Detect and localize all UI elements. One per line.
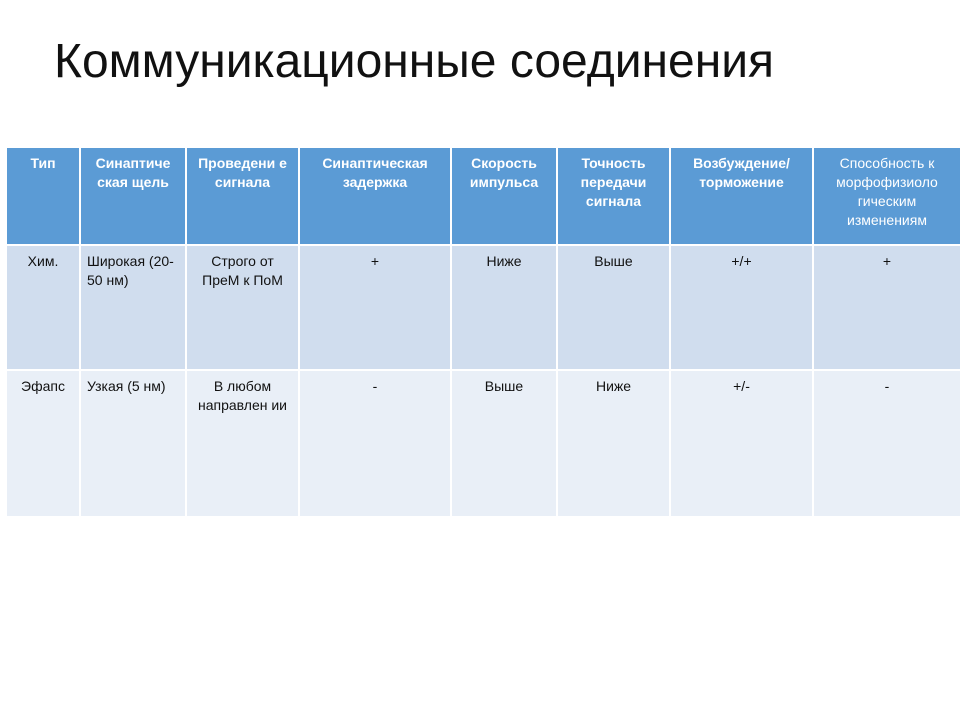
header-type: Тип [6, 147, 80, 245]
header-excitation-inhibition: Возбуждение/ торможение [670, 147, 813, 245]
cell-plasticity: - [813, 370, 960, 517]
cell-excitation-inhibition: +/- [670, 370, 813, 517]
cell-synaptic-cleft: Широкая (20-50 нм) [80, 245, 186, 370]
cell-signal-conduction: Строго от ПреМ к ПоМ [186, 245, 299, 370]
slide-title: Коммуникационные соединения [54, 35, 775, 88]
cell-signal-accuracy: Выше [557, 245, 670, 370]
header-plasticity: Способность к морфофизиоло гическим изменениям [813, 147, 960, 245]
comparison-table [5, 146, 960, 518]
header-synaptic-delay: Синаптическая задержка [299, 147, 451, 245]
cell-synaptic-cleft: Узкая (5 нм) [80, 370, 186, 517]
cell-synaptic-delay: + [299, 245, 451, 370]
cell-synaptic-delay: - [299, 370, 451, 517]
cell-impulse-speed: Выше [451, 370, 557, 517]
header-synaptic-cleft: Синаптиче ская щель [80, 147, 186, 245]
header-signal-accuracy: Точность передачи сигнала [557, 147, 670, 245]
cell-signal-accuracy: Ниже [557, 370, 670, 517]
cell-type: Хим. [6, 245, 80, 370]
cell-signal-conduction: В любом направлен ии [186, 370, 299, 517]
header-signal-conduction: Проведени е сигнала [186, 147, 299, 245]
table-row [6, 370, 960, 517]
cell-excitation-inhibition: +/+ [670, 245, 813, 370]
header-impulse-speed: Скорость импульса [451, 147, 557, 245]
table-row [6, 245, 960, 370]
header-row [6, 147, 960, 245]
cell-impulse-speed: Ниже [451, 245, 557, 370]
cell-type: Эфапс [6, 370, 80, 517]
cell-plasticity: + [813, 245, 960, 370]
